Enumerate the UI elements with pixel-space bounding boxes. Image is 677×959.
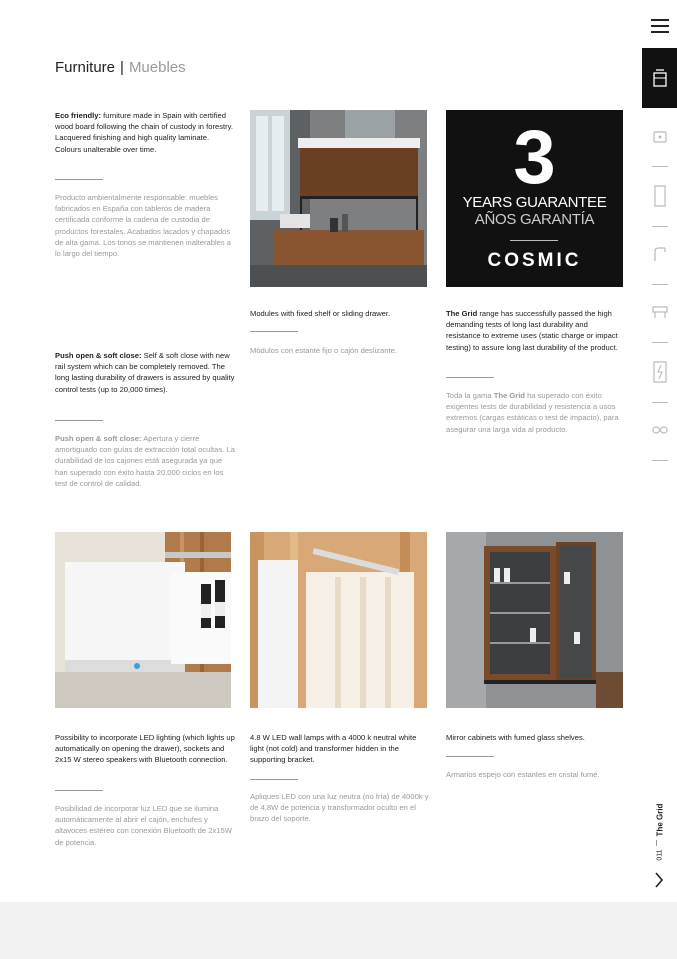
nav-divider — [652, 226, 668, 227]
guarantee-line2: AÑOS GARANTÍA — [474, 211, 595, 228]
mirror-cabinet-illustration — [446, 532, 623, 708]
title-es: Muebles — [128, 59, 186, 76]
vanity-illustration — [250, 110, 427, 287]
led-drawer-illustration — [55, 532, 231, 708]
nav-taps[interactable] — [642, 242, 677, 266]
nav-lighting[interactable] — [642, 358, 677, 386]
guarantee-divider — [510, 240, 558, 241]
push-text-es — [55, 433, 235, 489]
grid-body-en: range has successfully passed the high demanding tests of long last durability and resistance to extreme uses (static charge or impact testing) to assure long last durability of the product. — [446, 309, 618, 352]
lamp-caption-es: Apliques LED con una luz neutra (no fría) de 4000k y de 4,8W de potencia y transformador oculto en el brazo del soporte. — [250, 792, 429, 824]
lamp-caption-en: 4.8 W LED wall lamps with a 4000 k neutral white light (not cold) and transformer hidden in the supporting bracket. — [250, 733, 417, 765]
eco-text-en — [55, 110, 235, 155]
push-heading-es: Push open & soft close: — [55, 434, 142, 443]
mirror-caption-en: Mirror cabinets with fumed glass shelves. — [446, 733, 585, 742]
guarantee-line1: YEARS GUARANTEE — [462, 194, 607, 211]
bench-icon — [652, 305, 668, 319]
nav-mirrors[interactable] — [642, 182, 677, 210]
nav-accessories[interactable] — [642, 418, 677, 442]
grid-text-en — [446, 308, 623, 353]
lighting-icon — [653, 361, 667, 383]
page-title — [55, 59, 186, 76]
guarantee-badge — [446, 110, 623, 287]
vanity-photo — [250, 110, 427, 287]
divider — [55, 179, 103, 180]
divider — [55, 790, 103, 791]
led-caption-es: Posibilidad de incorporar luz LED que se ilumina automáticamente al abrir el cajón, enchufes y altavoces estéreo con conexión Bluetooth de 2x15W de potencia. — [55, 804, 232, 847]
hamburger-icon — [651, 19, 669, 33]
eco-body-es: muebles fabricados en España con tableros de madera certificada conforme la cadena de custodia de productos forestales. Acabados lacados y chapados de alta gama. Los tonos se mantienen inalterables a lo largo del tiempo. — [55, 193, 232, 259]
nav-divider — [652, 342, 668, 343]
push-heading-en: Push open & soft close: — [55, 351, 142, 360]
modules-caption-en: Modules with fixed shelf or sliding drawer. — [250, 309, 391, 318]
divider — [446, 377, 494, 378]
mirror-cabinet-photo — [446, 532, 623, 708]
nav-divider — [652, 402, 668, 403]
basin-icon — [653, 129, 667, 143]
grid-body-es: ha superado con éxito exigentes tests de durabilidad y resistencia a usos extremos (cargas estáticas o test de impacto), para asegurar una larga vida al producto. — [446, 391, 619, 434]
modules-caption-es: Módulos con estante fijo o cajón deslizante. — [250, 346, 397, 355]
eco-heading-en: Eco friendly: — [55, 111, 101, 120]
led-caption-en: Possibility to incorporate LED lighting (which lights up automatically on opening the drawer), sockets and 2x15 W stereo speakers with Bluetooth connection. — [55, 733, 235, 765]
section-label-text: The Grid — [655, 803, 665, 837]
mirror-caption-es: Armarios espejo con estantes en cristal fumé. — [446, 770, 600, 779]
push-text-en — [55, 350, 235, 395]
nav-divider — [652, 284, 668, 285]
divider — [250, 779, 298, 780]
chevron-right-icon — [654, 872, 664, 888]
nav-divider — [652, 166, 668, 167]
infinity-icon — [651, 425, 669, 435]
nav-furniture[interactable] — [642, 48, 677, 108]
section-nav — [642, 0, 677, 900]
divider — [55, 420, 103, 421]
nav-basins[interactable] — [642, 124, 677, 148]
label-divider — [656, 840, 657, 846]
divider — [446, 756, 494, 757]
section-label — [648, 800, 672, 840]
grid-text-es — [446, 390, 623, 435]
page-number-text: 011 — [656, 849, 664, 861]
title-en: Furniture — [55, 59, 116, 76]
grid-name-es: The Grid — [493, 391, 525, 400]
wall-lamp-photo — [250, 532, 427, 708]
eco-body-en: furniture made in Spain with certified wood board following the chain of custody in forestry. Lacquered finishing and high quality laminate. Colours unalterable over time. — [55, 111, 233, 154]
page-number — [648, 848, 672, 862]
eco-heading-es: Producto ambientalmente responsable: — [55, 193, 188, 202]
push-body-en: Self & soft close with new rail system which can be completely removed. The long lasting durability of drawers is assured by quality control tests (up to 20,000 times). — [55, 351, 235, 394]
grid-name-en: The Grid — [446, 309, 478, 318]
led-drawer-photo — [55, 532, 231, 708]
menu-button[interactable] — [642, 14, 677, 38]
next-page-button[interactable] — [650, 870, 668, 890]
title-separator: | — [120, 59, 124, 76]
brand-logo: COSMIC — [487, 250, 582, 271]
guarantee-number: 3 — [513, 115, 556, 200]
divider — [250, 331, 298, 332]
grid-pre-es: Toda la gama — [446, 391, 492, 400]
cabinet-icon — [653, 69, 667, 87]
wall-lamp-illustration — [250, 532, 427, 708]
nav-stools[interactable] — [642, 300, 677, 324]
footer-band — [0, 902, 677, 959]
mirror-icon — [654, 185, 666, 207]
faucet-icon — [652, 246, 668, 262]
nav-divider — [652, 460, 668, 461]
eco-text-es — [55, 192, 235, 259]
push-body-es: Apertura y cierre amortiguado con guías de extracción total ocultas. La durabilidad de los cajones está asegurada ya que han superado con éxito hasta 20.000 ciclos en los test de control de calidad. — [55, 434, 235, 488]
